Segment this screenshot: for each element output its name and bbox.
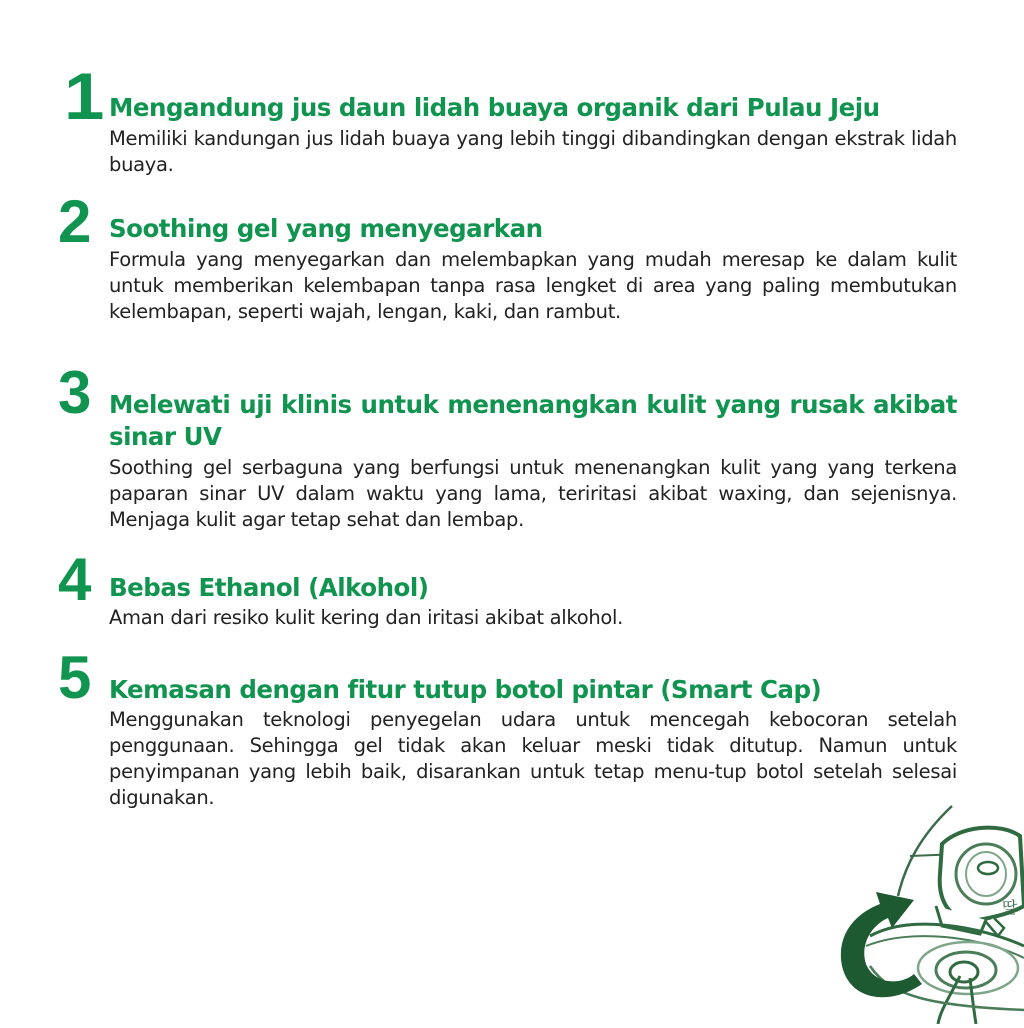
feature-number: 2 — [58, 188, 90, 255]
feature-title: Melewati uji klinis untuk menenangkan kulit yang rusak akibat sinar UV — [109, 390, 957, 451]
feature-number: 4 — [58, 546, 90, 613]
feature-description: Memiliki kandungan jus lidah buaya yang lebih tinggi dibandingkan dengan ekstrak lidah buaya. — [109, 127, 957, 176]
smart-cap-flip-icon — [810, 796, 1024, 1024]
feature-number: 1 — [64, 59, 103, 133]
feature-title: Kemasan dengan fitur tutup botol pintar (Smart Cap) — [109, 675, 822, 704]
feature-description: Soothing gel serbaguna yang berfungsi untuk menenangkan kulit yang yang terkena paparan sinar UV dalam waktu yang lama, teriritasi akibat waxing, dan sejenisnya. Menjaga kulit agar tetap sehat dan lembap. — [109, 456, 957, 531]
korean-label-fragment: 딸 — [1002, 898, 1018, 917]
feature-number: 5 — [58, 644, 90, 711]
feature-number: 3 — [58, 359, 90, 426]
feature-description: Menggunakan teknologi penyegelan udara untuk mencegah kebocoran setelah penggunaan. Sehingga gel tidak akan keluar meski tidak ditutup. Namun untuk penyimpanan yang lebih baik, disarankan untuk tetap menu-tup botol setelah selesai digunakan. — [109, 708, 957, 809]
feature-title: Mengandung jus daun lidah buaya organik dari Pulau Jeju — [109, 93, 880, 122]
feature-title: Bebas Ethanol (Alkohol) — [109, 573, 429, 602]
feature-title: Soothing gel yang menyegarkan — [109, 214, 543, 243]
feature-description: Formula yang menyegarkan dan melembapkan yang mudah meresap ke dalam kulit untuk memberikan kelembapan tanpa rasa lengket di area yang paling membutukan kelembapan, seperti wajah, lengan, kaki, dan rambut. — [109, 248, 957, 323]
feature-description: Aman dari resiko kulit kering dan iritasi akibat alkohol. — [109, 606, 624, 629]
